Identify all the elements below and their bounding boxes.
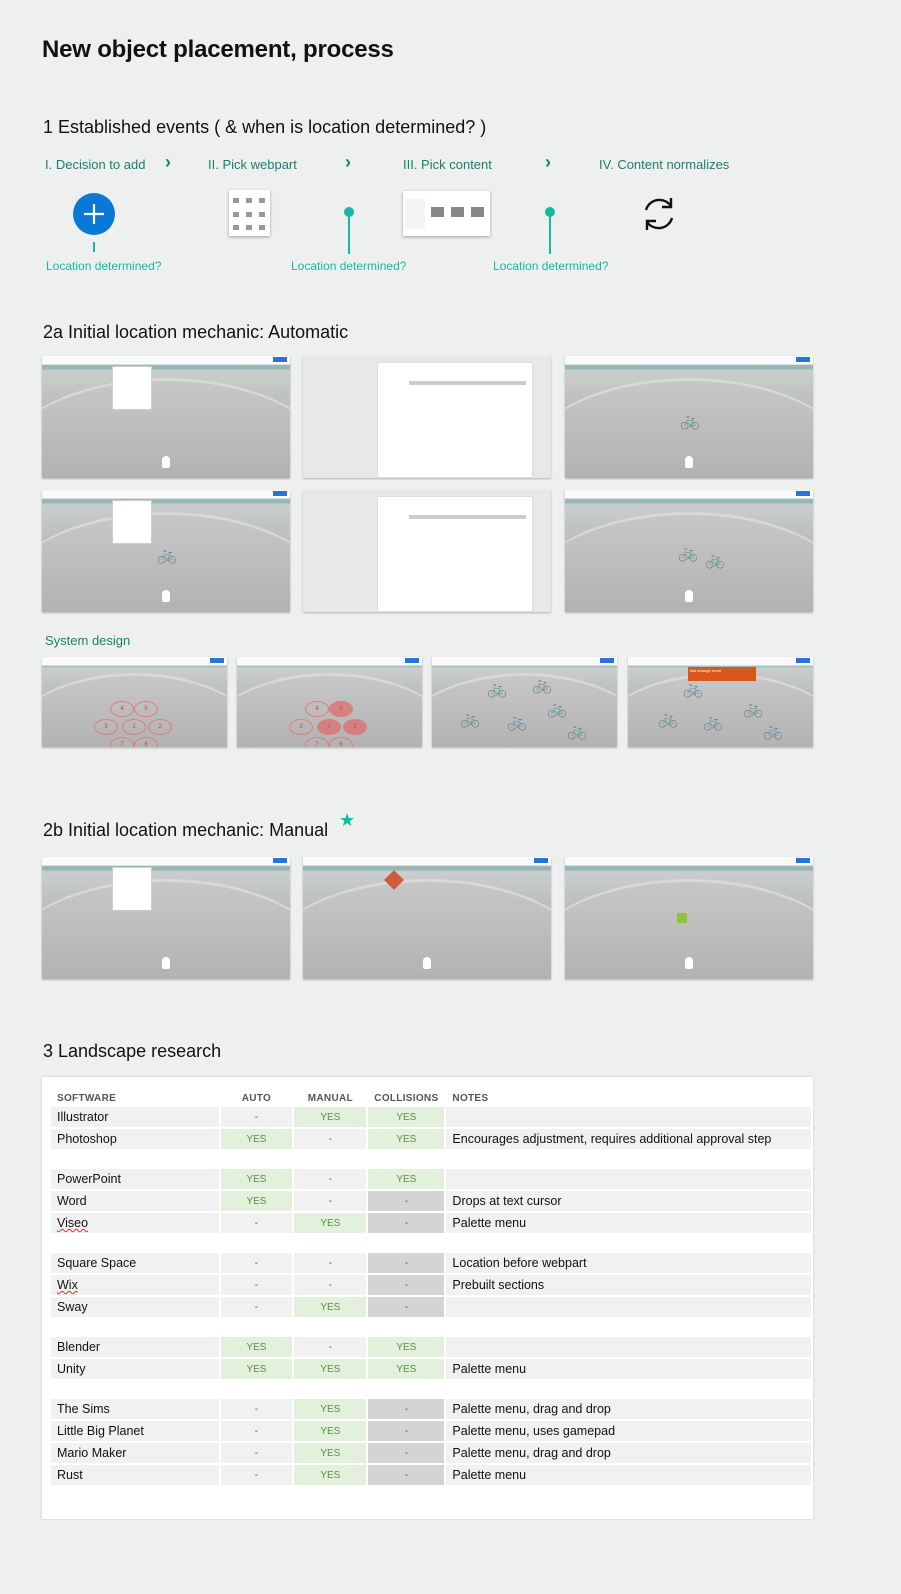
system-design-thumbnail[interactable] — [628, 657, 813, 747]
table-row — [51, 1337, 811, 1359]
bike-icon: 🚲 — [487, 681, 507, 698]
auto-cell: - — [221, 1275, 293, 1297]
table-row — [51, 1213, 811, 1235]
placed-object-icon — [677, 913, 687, 923]
scene-thumbnail[interactable] — [303, 857, 551, 979]
collisions-cell: - — [368, 1465, 444, 1487]
manual-cell: YES — [294, 1359, 366, 1381]
manual-cell: YES — [294, 1443, 366, 1465]
chevron-right-icon: › — [165, 152, 171, 172]
software-cell: The Sims — [51, 1399, 219, 1421]
location-stem — [93, 242, 95, 252]
collisions-cell: - — [368, 1399, 444, 1421]
location-stem — [549, 214, 551, 254]
notes-cell: Palette menu, drag and drop — [446, 1443, 811, 1465]
plus-icon — [73, 193, 115, 235]
scene-thumbnail[interactable] — [565, 356, 813, 478]
table-row — [51, 1253, 811, 1275]
table-row — [51, 1465, 811, 1487]
section2b-heading: 2b Initial location mechanic: Manual — [43, 820, 329, 840]
group-spacer — [51, 1319, 811, 1337]
collisions-cell: YES — [368, 1129, 444, 1151]
software-cell: Photoshop — [51, 1129, 219, 1151]
collisions-cell: - — [368, 1253, 444, 1275]
page-title: New object placement, process — [42, 36, 394, 63]
auto-cell: YES — [221, 1191, 293, 1213]
bike-icon: 🚲 — [460, 711, 480, 728]
manual-cell: YES — [294, 1297, 366, 1319]
auto-cell: YES — [221, 1359, 293, 1381]
collisions-cell: YES — [368, 1169, 444, 1191]
collisions-cell: YES — [368, 1337, 444, 1359]
section1-heading: 1 Established events ( & when is location determined? ) — [43, 117, 487, 137]
manual-cell: YES — [294, 1421, 366, 1443]
notes-cell: Palette menu — [446, 1359, 811, 1381]
table-row — [51, 1169, 811, 1191]
webpart-picker-icon — [229, 190, 270, 236]
step-3-label: III. Pick content — [403, 157, 492, 172]
bike-icon: 🚲 — [567, 723, 587, 740]
bike-icon: 🚲 — [680, 413, 700, 430]
notes-cell: Encourages adjustment, requires additional approval step — [446, 1129, 811, 1151]
system-design-thumbnail[interactable] — [432, 657, 617, 747]
manual-cell: YES — [294, 1213, 366, 1235]
manual-cell: - — [294, 1253, 366, 1275]
table-row — [51, 1129, 811, 1151]
bike-icon: 🚲 — [705, 552, 725, 569]
column-header: SOFTWARE — [57, 1092, 117, 1104]
webpart-panel — [112, 867, 152, 911]
step-4-label: IV. Content normalizes — [599, 157, 730, 172]
collisions-cell: - — [368, 1191, 444, 1213]
bike-icon: 🚲 — [683, 681, 703, 698]
notes-cell: Drops at text cursor — [446, 1191, 811, 1213]
group-spacer — [51, 1151, 811, 1169]
manual-cell: - — [294, 1337, 366, 1359]
auto-cell: - — [221, 1421, 293, 1443]
bike-icon: 🚲 — [743, 701, 763, 718]
software-cell: Word — [51, 1191, 219, 1213]
collisions-cell: - — [368, 1213, 444, 1235]
bike-icon: 🚲 — [157, 547, 177, 564]
manual-cell: - — [294, 1191, 366, 1213]
scene-thumbnail[interactable] — [42, 490, 290, 612]
notes-cell — [446, 1169, 811, 1191]
collisions-cell: - — [368, 1443, 444, 1465]
avatar — [685, 957, 693, 969]
section2a-heading: 2a Initial location mechanic: Automatic — [43, 322, 349, 342]
software-cell: Illustrator — [51, 1107, 219, 1129]
column-header: MANUAL — [307, 1092, 353, 1104]
system-design-thumbnail[interactable]: 4 5 3 1 2 7 6 — [42, 657, 227, 747]
avatar — [162, 590, 170, 602]
table-row — [51, 1297, 811, 1319]
bike-icon: 🚲 — [703, 714, 723, 731]
webpart-panel — [112, 500, 152, 544]
collisions-cell: YES — [368, 1359, 444, 1381]
software-cell: Viseo — [51, 1213, 219, 1235]
notes-cell: Palette menu — [446, 1465, 811, 1487]
webpart-panel — [112, 366, 152, 410]
content-picker-thumbnail[interactable] — [303, 490, 551, 612]
chevron-right-icon: › — [545, 152, 551, 172]
chevron-right-icon: › — [345, 152, 351, 172]
auto-cell: - — [221, 1399, 293, 1421]
collisions-cell: YES — [368, 1107, 444, 1129]
software-cell: Blender — [51, 1337, 219, 1359]
notes-cell — [446, 1297, 811, 1319]
system-design-thumbnail[interactable]: 4 5 3 1 2 7 6 — [237, 657, 422, 747]
avatar — [423, 957, 431, 969]
scene-thumbnail[interactable] — [42, 356, 290, 478]
step-2-label: II. Pick webpart — [208, 157, 297, 172]
software-cell: PowerPoint — [51, 1169, 219, 1191]
content-picker-thumbnail[interactable] — [303, 356, 551, 478]
auto-cell: - — [221, 1297, 293, 1319]
auto-cell: - — [221, 1213, 293, 1235]
avatar — [162, 957, 170, 969]
bike-icon: 🚲 — [547, 701, 567, 718]
scene-thumbnail[interactable] — [42, 857, 290, 979]
star-icon: ★ — [339, 810, 356, 830]
auto-cell: YES — [221, 1337, 293, 1359]
avatar — [685, 590, 693, 602]
auto-cell: - — [221, 1443, 293, 1465]
table-row — [51, 1275, 811, 1297]
auto-cell: YES — [221, 1129, 293, 1151]
collisions-cell: - — [368, 1275, 444, 1297]
collisions-cell: - — [368, 1297, 444, 1319]
manual-cell: - — [294, 1169, 366, 1191]
software-cell: Little Big Planet — [51, 1421, 219, 1443]
location-label-1: Location determined? — [46, 259, 162, 273]
group-spacer — [51, 1381, 811, 1399]
table-row — [51, 1399, 811, 1421]
notes-cell — [446, 1107, 811, 1129]
notes-cell: Palette menu — [446, 1213, 811, 1235]
notes-cell — [446, 1337, 811, 1359]
location-label-2: Location determined? — [291, 259, 407, 273]
column-header: COLLISIONS — [374, 1092, 439, 1104]
notes-cell: Palette menu, drag and drop — [446, 1399, 811, 1421]
notes-cell: Prebuilt sections — [446, 1275, 811, 1297]
manual-cell: YES — [294, 1465, 366, 1487]
refresh-icon — [639, 194, 679, 239]
manual-cell: - — [294, 1129, 366, 1151]
software-cell: Sway — [51, 1297, 219, 1319]
table-row — [51, 1443, 811, 1465]
auto-cell: YES — [221, 1169, 293, 1191]
software-cell: Rust — [51, 1465, 219, 1487]
step-1-label: I. Decision to add — [45, 157, 146, 172]
section3-heading: 3 Landscape research — [43, 1041, 222, 1061]
software-cell: Square Space — [51, 1253, 219, 1275]
notes-cell: Palette menu, uses gamepad — [446, 1421, 811, 1443]
manual-cell: - — [294, 1275, 366, 1297]
table-row — [51, 1421, 811, 1443]
content-picker-icon — [403, 191, 490, 236]
group-spacer — [51, 1235, 811, 1253]
system-design-label: System design — [45, 633, 131, 648]
bike-icon: 🚲 — [532, 677, 552, 694]
column-header: NOTES — [452, 1092, 489, 1104]
bike-icon: 🚲 — [763, 723, 783, 740]
software-cell: Unity — [51, 1359, 219, 1381]
avatar — [685, 456, 693, 468]
bike-icon: 🚲 — [507, 714, 527, 731]
avatar — [162, 456, 170, 468]
landscape-research-table — [42, 1077, 813, 1519]
auto-cell: - — [221, 1465, 293, 1487]
software-cell: Mario Maker — [51, 1443, 219, 1465]
manual-cell: YES — [294, 1107, 366, 1129]
auto-cell: - — [221, 1107, 293, 1129]
auto-cell: - — [221, 1253, 293, 1275]
software-cell: Wix — [51, 1275, 219, 1297]
table-row — [51, 1359, 811, 1381]
column-header: AUTO — [241, 1092, 272, 1104]
warning-toast: Not enough room — [688, 667, 756, 681]
location-label-3: Location determined? — [493, 259, 609, 273]
notes-cell: Location before webpart — [446, 1253, 811, 1275]
table-row — [51, 1107, 811, 1129]
location-stem — [348, 214, 350, 254]
collisions-cell: - — [368, 1421, 444, 1443]
table-row — [51, 1191, 811, 1213]
bike-icon: 🚲 — [658, 711, 678, 728]
scene-thumbnail[interactable] — [565, 490, 813, 612]
manual-cell: YES — [294, 1399, 366, 1421]
scene-thumbnail[interactable] — [565, 857, 813, 979]
bike-icon: 🚲 — [678, 545, 698, 562]
